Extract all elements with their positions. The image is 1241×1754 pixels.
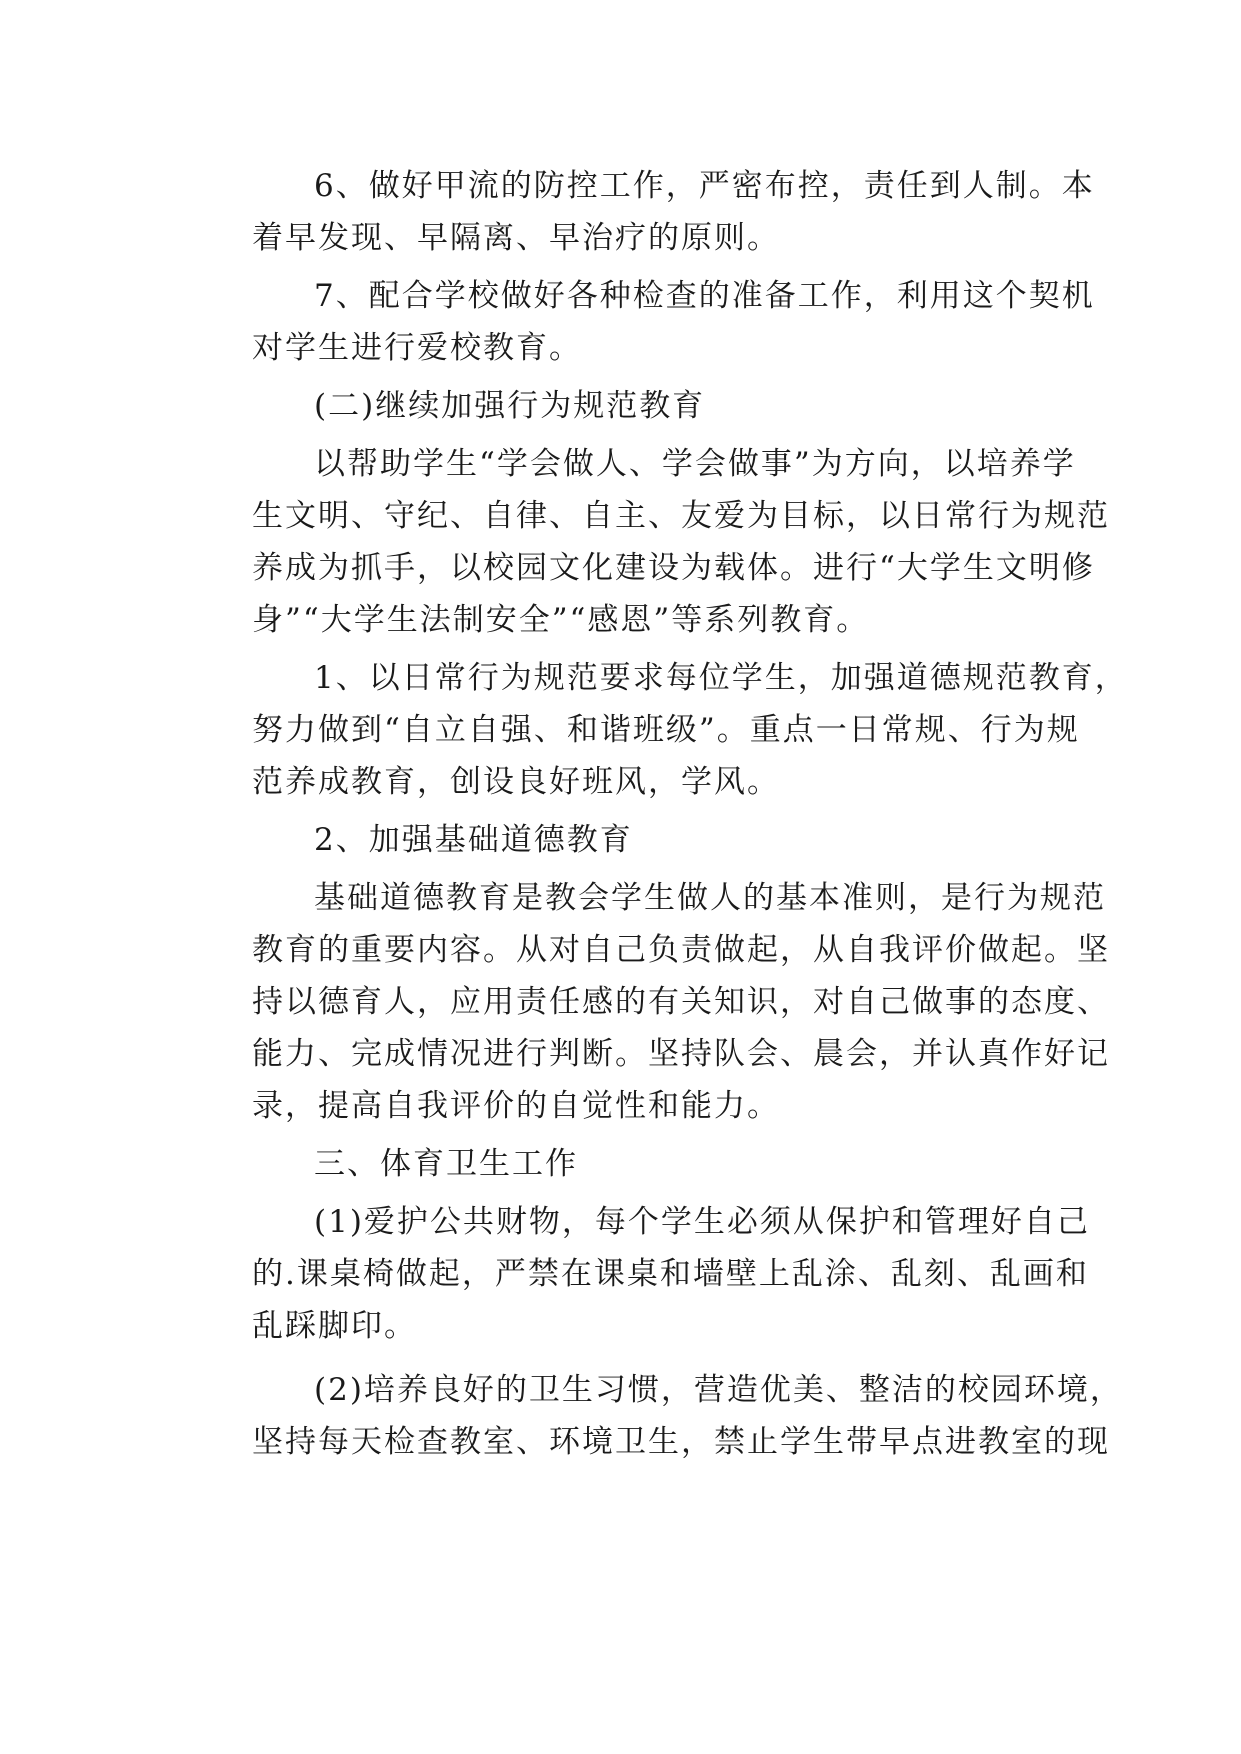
text-line: (1)爱护公共财物，每个学生必须从保护和管理好自己 <box>314 1204 1090 1240</box>
text-line: 坚持每天检查教室、环境卫生，禁止学生带早点进教室的现 <box>252 1424 1110 1460</box>
text-line: 范养成教育，创设良好班风，学风。 <box>252 764 780 800</box>
paragraph-item-2 <box>190 814 1045 866</box>
paragraph-sub-2 <box>190 1364 1123 1468</box>
text-line: 教育的重要内容。从对自己负责做起，从自我评价做起。坚 <box>252 932 1110 968</box>
text-line: 1、以日常行为规范要求每位学生，加强道德规范教育， <box>314 660 1128 696</box>
paragraph-item-1 <box>190 652 1128 808</box>
text-line: 以帮助学生“学会做人、学会做事”为方向，以培养学 <box>314 446 1076 482</box>
paragraph-sub-1 <box>190 1196 1090 1352</box>
text-line: (2)培养良好的卫生习惯，营造优美、整洁的校园环境， <box>314 1372 1123 1408</box>
text-line: 生文明、守纪、自律、自主、友爱为目标，以日常行为规范 <box>252 498 1110 534</box>
text-line: 对学生进行爱校教育。 <box>252 330 582 366</box>
heading-text: 三、体育卫生工作 <box>314 1146 578 1182</box>
text-line: 能力、完成情况进行判断。坚持队会、晨会，并认真作好记 <box>252 1036 1110 1072</box>
text-line: 7、配合学校做好各种检查的准备工作，利用这个契机 <box>314 278 1095 314</box>
text-line: 持以德育人，应用责任感的有关知识，对自己做事的态度、 <box>252 984 1110 1020</box>
text-line: 乱踩脚印。 <box>252 1308 417 1344</box>
paragraph-intro <box>190 438 1110 646</box>
paragraph-item-7 <box>190 270 1095 374</box>
heading-text: (二)继续加强行为规范教育 <box>314 388 706 424</box>
text-line: 6、做好甲流的防控工作，严密布控，责任到人制。本 <box>314 168 1095 204</box>
section-heading-3 <box>190 1138 1045 1190</box>
text-line: 录，提高自我评价的自觉性和能力。 <box>252 1088 780 1124</box>
section-heading-2 <box>190 380 1045 432</box>
text-line: 着早发现、早隔离、早治疗的原则。 <box>252 220 780 256</box>
text-line: 的.课桌椅做起，严禁在课桌和墙壁上乱涂、乱刻、乱画和 <box>252 1256 1089 1292</box>
paragraph-item-6 <box>190 160 1095 264</box>
text-line: 努力做到“自立自强、和谐班级”。重点一日常规、行为规 <box>252 712 1080 748</box>
text-line: 养成为抓手，以校园文化建设为载体。进行“大学生文明修 <box>252 550 1095 586</box>
document-body <box>190 160 1128 1468</box>
paragraph-basic-ethics <box>190 872 1110 1132</box>
text-line: 2、加强基础道德教育 <box>314 822 633 858</box>
text-line: 身”“大学生法制安全”“感恩”等系列教育。 <box>252 602 870 638</box>
text-line: 基础道德教育是教会学生做人的基本准则，是行为规范 <box>314 880 1106 916</box>
